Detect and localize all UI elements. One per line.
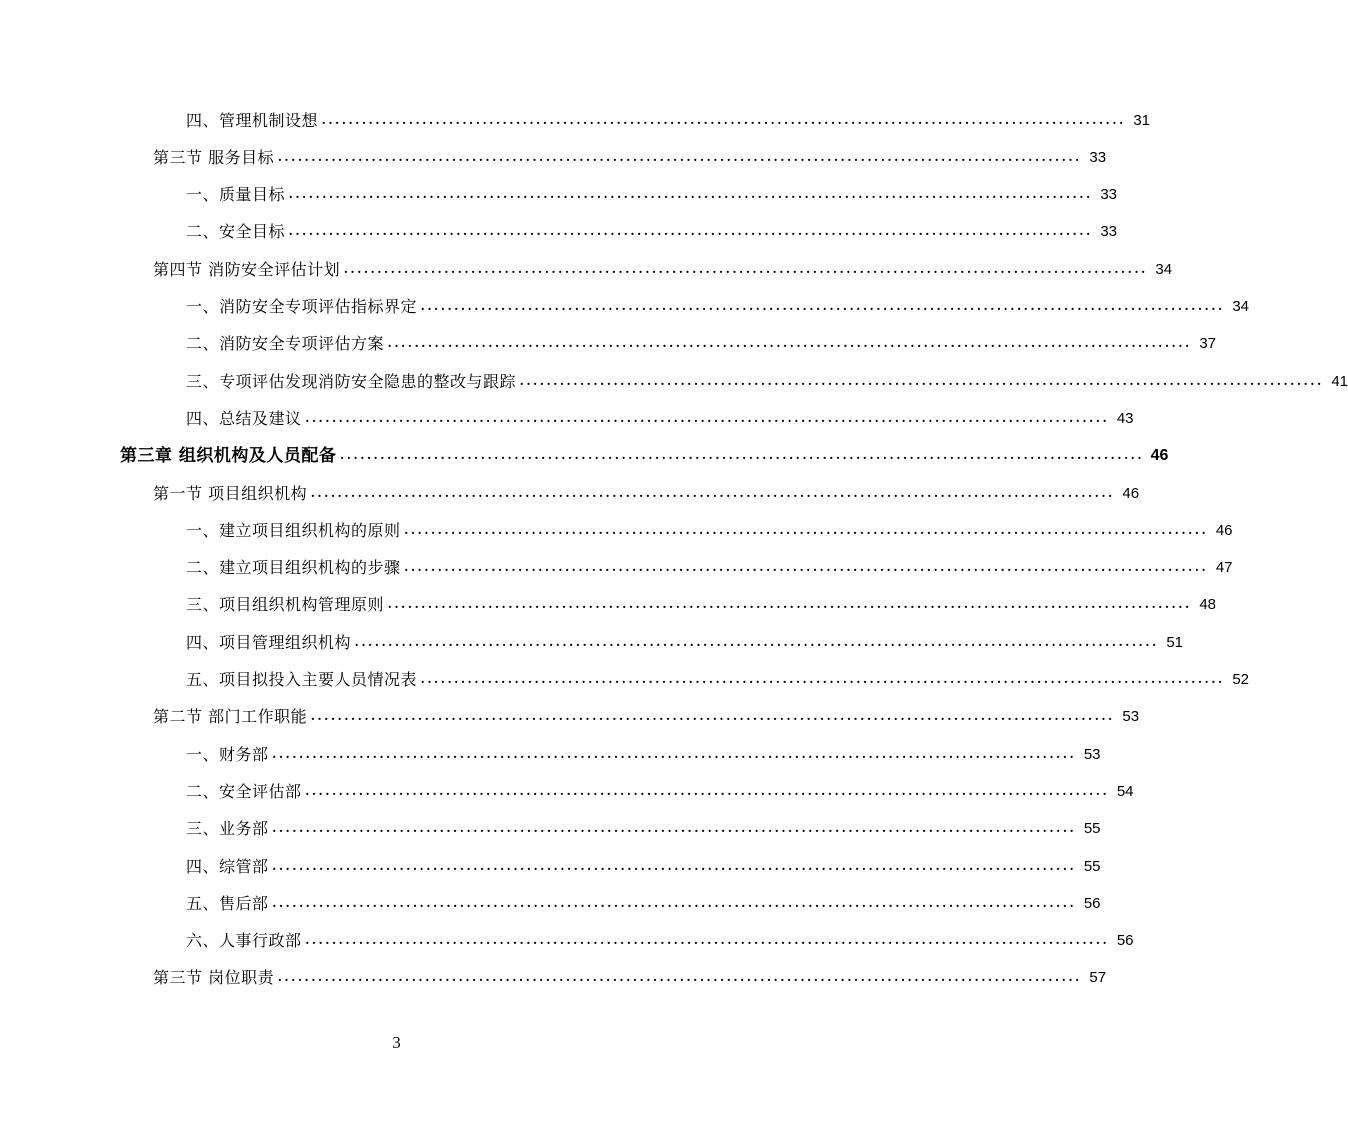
toc-dot-leader: ........................................................................................................................ [272,858,1077,874]
toc-dot-leader: ........................................................................................................................ [289,187,1094,203]
toc-entry-page: 57 [1089,969,1107,987]
toc-entry-title: 二、消防安全专项评估方案 [186,334,385,354]
toc-entry-page: 33 [1089,148,1107,166]
toc-entry-page: 47 [1215,559,1233,577]
toc-entry-title: 第一节 项目组织机构 [153,483,308,503]
toc-dot-leader: ........................................................................................................................ [388,336,1193,352]
toc-entry-title: 一、建立项目组织机构的原则 [186,520,401,540]
toc-entry[interactable] [186,624,1184,661]
toc-entry-title: 六、人事行政部 [186,931,302,951]
toc-entry[interactable] [186,923,1134,960]
toc-entry[interactable] [186,102,1151,139]
toc-dot-leader: ........................................................................................................................ [344,261,1149,277]
toc-dot-leader: ........................................................................................................................ [355,634,1160,650]
toc-entry-page: 56 [1116,932,1134,950]
toc-entry-page: 56 [1083,894,1101,912]
toc-dot-leader: ........................................................................................................................ [272,895,1077,911]
toc-entry-page: 51 [1166,633,1184,651]
toc-entry-page: 55 [1083,820,1101,838]
toc-dot-leader: ........................................................................................................................ [421,299,1226,314]
toc-entry[interactable] [186,512,1233,549]
toc-dot-leader: ........................................................................................................................ [421,672,1226,687]
toc-entry-page: 53 [1122,708,1140,726]
toc-entry-title: 四、综管部 [186,856,269,876]
toc-entry[interactable] [186,662,1250,699]
toc-entry-page: 31 [1133,111,1151,129]
toc-entry[interactable] [153,475,1140,512]
toc-dot-leader: ........................................................................................................................ [305,410,1110,426]
toc-entry-title: 三、项目组织机构管理原则 [186,595,385,615]
toc-entry-page: 41 [1331,372,1348,390]
toc-dot-leader: ........................................................................................................................ [272,821,1077,837]
toc-entry[interactable] [186,326,1217,363]
toc-entry-title: 二、建立项目组织机构的步骤 [186,558,401,578]
toc-dot-leader: ........................................................................................................................ [388,597,1193,613]
page-number: 3 [392,1033,401,1052]
toc-dot-leader: ........................................................................................................................ [404,560,1209,576]
toc-entry[interactable] [186,848,1101,885]
toc-entry-title: 二、安全目标 [186,222,286,242]
toc-entry[interactable] [186,550,1233,587]
toc-entry[interactable] [186,289,1250,326]
table-of-contents [0,100,1348,1000]
toc-entry-title: 一、财务部 [186,744,269,764]
toc-entry-title: 第三章 组织机构及人员配备 [120,446,337,467]
toc-entry-page: 34 [1232,298,1250,315]
toc-entry[interactable] [186,773,1134,810]
toc-entry-title: 第三节 岗位职责 [153,968,275,988]
toc-entry-title: 第四节 消防安全评估计划 [153,259,341,279]
toc-entry-page: 33 [1100,223,1118,241]
toc-dot-leader: ........................................................................................................................ [322,112,1127,128]
toc-entry-page: 34 [1155,260,1173,278]
toc-entry[interactable] [186,363,1348,400]
toc-entry-page: 43 [1116,409,1134,427]
toc-entry-page: 52 [1232,671,1250,688]
toc-dot-leader: ........................................................................................................................ [272,746,1077,762]
toc-dot-leader: ........................................................................................................................ [305,933,1110,949]
toc-dot-leader: ........................................................................................................................ [305,783,1110,799]
toc-entry[interactable] [153,251,1173,288]
toc-dot-leader: ........................................................................................................................ [278,970,1083,986]
toc-entry-title: 三、专项评估发现消防安全隐患的整改与跟踪 [186,371,517,391]
toc-dot-leader: ........................................................................................................................ [289,224,1094,240]
toc-entry-title: 三、业务部 [186,819,269,839]
toc-entry-page: 53 [1083,745,1101,763]
toc-entry-title: 一、消防安全专项评估指标界定 [186,297,418,316]
toc-entry-title: 第三节 服务目标 [153,147,275,167]
toc-entry-title: 五、项目拟投入主要人员情况表 [186,670,418,689]
toc-entry[interactable] [186,587,1217,624]
toc-entry[interactable] [153,960,1107,997]
toc-entry-page: 55 [1083,857,1101,875]
toc-entry-title: 二、安全评估部 [186,781,302,801]
toc-entry[interactable] [186,400,1134,437]
toc-dot-leader: ........................................................................................................................ [311,485,1116,501]
toc-entry-title: 第二节 部门工作职能 [153,707,308,727]
toc-dot-leader: ........................................................................................................................ [520,373,1325,389]
toc-entry-title: 四、管理机制设想 [186,110,319,130]
toc-entry[interactable] [186,736,1101,773]
toc-entry[interactable] [120,438,1169,475]
toc-entry[interactable] [153,699,1140,736]
toc-entry-page: 37 [1199,335,1217,353]
toc-dot-leader: ........................................................................................................................ [404,522,1209,538]
toc-entry[interactable] [186,214,1118,251]
toc-entry[interactable] [186,885,1101,922]
toc-dot-leader: ........................................................................................................................ [311,709,1116,725]
toc-entry-page: 54 [1116,782,1134,800]
toc-dot-leader: ........................................................................................................................ [278,149,1083,165]
toc-entry-title: 一、质量目标 [186,185,286,205]
toc-entry-page: 46 [1150,447,1169,465]
toc-entry[interactable] [186,177,1118,214]
toc-entry-page: 46 [1122,484,1140,502]
toc-entry-page: 46 [1215,521,1233,539]
toc-entry-title: 五、售后部 [186,893,269,913]
toc-entry[interactable] [186,811,1101,848]
toc-entry-title: 四、项目管理组织机构 [186,632,352,652]
toc-entry[interactable] [153,139,1107,176]
toc-entry-page: 48 [1199,596,1217,614]
toc-entry-title: 四、总结及建议 [186,408,302,428]
toc-entry-page: 33 [1100,186,1118,204]
toc-dot-leader: ........................................................................................................................ [340,448,1145,464]
